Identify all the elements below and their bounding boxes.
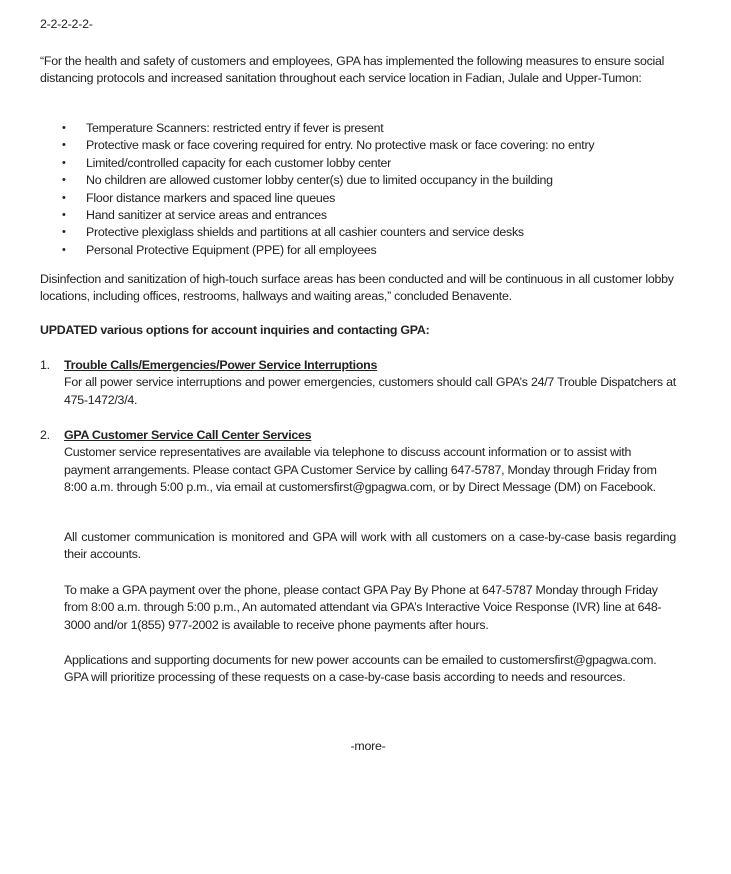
bullet-icon: •: [62, 139, 66, 152]
measure-text: Limited/controlled capacity for each customer lobby center: [86, 155, 392, 170]
monitoring-paragraph: All customer communication is monitored and GPA will work with all customers on a case-by-case basis regarding their accounts.: [64, 530, 676, 562]
list-item: [40, 172, 594, 189]
options-heading: UPDATED various options for account inquiries and contacting GPA:: [40, 323, 430, 337]
option-body: Customer service representatives are available via telephone to discuss account information or to assist with payment arrangements. Please contact GPA Customer Service by calling 647-5787, Monday through Friday from 8:00 a.m. through 5:00 p.m., via email at customersfirst@gpagwa.com, or by Direct Message (DM) on Facebook.: [64, 445, 657, 495]
option-number: 2.: [40, 428, 50, 442]
more-footer: -more-: [350, 739, 386, 753]
measure-text: Temperature Scanners: restricted entry if fever is present: [86, 121, 384, 135]
measure-text: Protective mask or face covering required for entry. No protective mask or face covering: no entry: [86, 138, 595, 153]
measure-text: Hand sanitizer at service areas and entrances: [86, 207, 327, 222]
bullet-icon: •: [62, 174, 66, 187]
list-item: [40, 224, 594, 241]
bullet-icon: •: [62, 122, 66, 134]
option-title: GPA Customer Service Call Center Services: [64, 428, 312, 442]
bullet-icon: •: [62, 226, 66, 239]
bullet-icon: •: [62, 191, 66, 204]
option-body: For all power service interruptions and power emergencies, customers should call GPA’s 24/7 Trouble Dispatchers at 475-1472/3/4.: [64, 375, 676, 407]
measure-text: Protective plexiglass shields and partitions at all cashier counters and service desks: [86, 225, 524, 240]
bullet-icon: •: [62, 243, 66, 256]
list-item: [40, 137, 594, 154]
option-number: 1.: [40, 358, 50, 372]
page-marker: 2-2-2-2-2-: [40, 17, 93, 31]
list-item: [40, 190, 594, 207]
disinfection-paragraph: Disinfection and sanitization of high-touch surface areas has been conducted and will be continuous in all customer lobby locations, including offices, restrooms, hallways and waiting areas,” concluded Benavente.: [40, 272, 674, 304]
option-title: Trouble Calls/Emergencies/Power Service Interruptions: [64, 358, 378, 372]
pay-by-phone-paragraph: To make a GPA payment over the phone, please contact GPA Pay By Phone at 647-5787 Monday through Friday from 8:00 a.m. through 5:00 p.m., An automated attendant via GPA’s Interactive Voice Response (IVR) line at 648-3000 and/or 1(855) 977-2002 is available to receive phone payments after hours.: [64, 583, 662, 632]
safety-measures-list: [40, 120, 594, 259]
bullet-icon: •: [62, 208, 66, 221]
new-accounts-paragraph: Applications and supporting documents for new power accounts can be emailed to customersfirst@gpagwa.com. GPA will prioritize processing of these requests on a case-by-case basis according to needs and resources.: [64, 653, 657, 685]
measure-text: Floor distance markers and spaced line queues: [86, 190, 336, 205]
measure-text: Personal Protective Equipment (PPE) for all employees: [86, 242, 377, 257]
intro-quote-paragraph: “For the health and safety of customers and employees, GPA has implemented the following measures to ensure social distancing protocols and increased sanitation throughout each service location in Fadian, Julale and Upper-Tumon:: [40, 54, 665, 86]
list-item: [40, 242, 594, 259]
bullet-icon: •: [62, 156, 66, 169]
list-item: [40, 120, 594, 137]
measure-text: No children are allowed customer lobby center(s) due to limited occupancy in the building: [86, 173, 553, 188]
list-item: [40, 155, 594, 172]
list-item: [40, 207, 594, 224]
